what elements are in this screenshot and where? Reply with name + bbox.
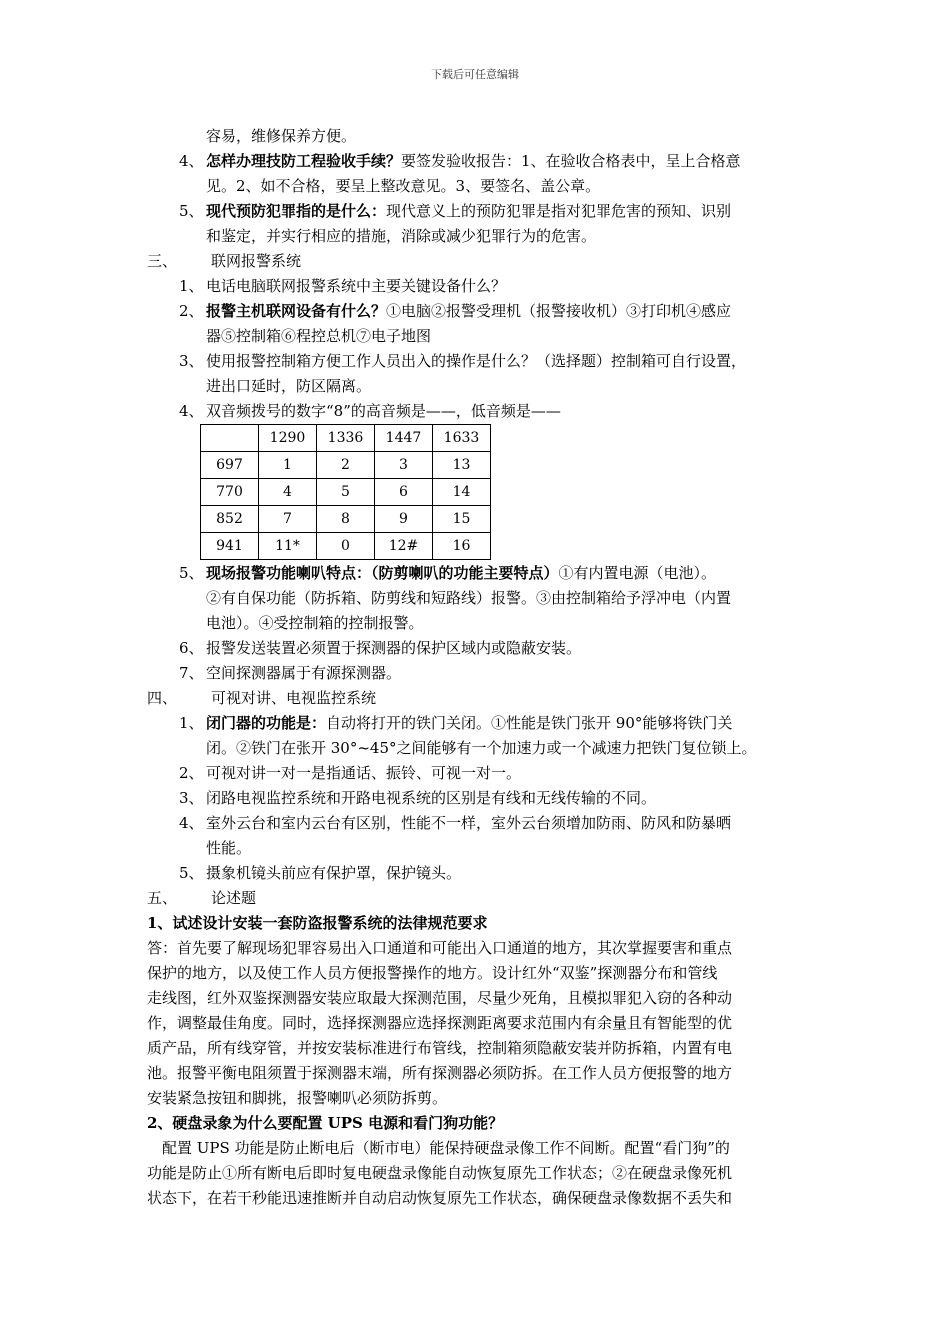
list-item	[147, 561, 815, 586]
table-cell: 6	[375, 479, 433, 506]
item-question: 现代预防犯罪指的是什么：	[206, 202, 387, 220]
table-row	[201, 479, 491, 506]
table-cell: 3	[375, 452, 433, 479]
item-question: 现场报警功能喇叭特点：（防剪喇叭的功能主要特点）	[206, 564, 559, 582]
table-row	[201, 533, 491, 560]
table-cell: 16	[433, 533, 491, 560]
question-title: 2、硬盘录象为什么要配置 UPS 电源和看门狗功能？	[147, 1114, 504, 1132]
text-line: 电池）。④受控制箱的控制报警。	[206, 614, 424, 632]
item-number: 1、	[179, 714, 204, 732]
item-number: 3、	[179, 789, 204, 807]
item-number: 2、	[179, 302, 204, 320]
text-line: 见。2、如不合格，要呈上整改意见。3、要签名、盖公章。	[206, 177, 601, 195]
item-number: 6、	[179, 639, 204, 657]
item-number: 5、	[179, 202, 204, 220]
table-cell: 12#	[375, 533, 433, 560]
dtmf-table	[200, 424, 491, 560]
item-text: 闭路电视监控系统和开路电视系统的区别是有线和无线传输的不同。	[206, 789, 657, 807]
item-text: 报警发送装置必须置于探测器的保护区域内或隐蔽安装。	[206, 639, 582, 657]
item-number: 1、	[179, 277, 204, 295]
item-question: 闭门器的功能是：	[206, 714, 327, 732]
text-line: 和鉴定，并实行相应的措施，消除或减少犯罪行为的危害。	[206, 227, 597, 245]
item-number: 5、	[179, 864, 204, 882]
table-cell: 1447	[375, 425, 433, 452]
item-question: 报警主机联网设备有什么？	[206, 302, 387, 320]
text-line: 配置 UPS 功能是防止断电后（断市电）能保持硬盘录像工作不间断。配置“看门狗”的	[162, 1139, 730, 1157]
item-answer: 现代意义上的预防犯罪是指对犯罪危害的预知、识别	[386, 202, 732, 220]
item-text: 使用报警控制箱方便工作人员出入的操作是什么？（选择题）控制箱可自行设置，	[206, 352, 747, 370]
text-line: ②有自保功能（防拆箱、防剪线和短路线）报警。③由控制箱给予浮冲电（内置	[206, 589, 732, 607]
item-number: 2、	[179, 764, 204, 782]
text-line: 容易，维修保养方便。	[206, 127, 357, 145]
table-cell: 1336	[317, 425, 375, 452]
table-cell: 14	[433, 479, 491, 506]
table-cell: 941	[201, 533, 259, 560]
item-number: 5、	[179, 564, 204, 582]
section-heading	[147, 249, 815, 274]
text-line: 保护的地方，以及使工作人员方便报警操作的地方。设计红外“双鉴”探测器分布和管线	[147, 964, 718, 982]
table-cell: 5	[317, 479, 375, 506]
list-item	[147, 786, 815, 811]
table-cell: 2	[317, 452, 375, 479]
question-title: 1、试述设计安装一套防盗报警系统的法律规范要求	[147, 914, 488, 932]
table-header-row	[201, 425, 491, 452]
table-cell: 15	[433, 506, 491, 533]
list-item	[147, 199, 815, 224]
table-cell: 8	[317, 506, 375, 533]
table-cell: 1	[259, 452, 317, 479]
item-question: 怎样办理技防工程验收手续？	[206, 152, 402, 170]
item-number: 4、	[179, 402, 204, 420]
section-title: 可视对讲、电视监控系统	[211, 689, 377, 707]
table-cell: 4	[259, 479, 317, 506]
item-text: 双音频拨号的数字“8”的高音频是——，低音频是——	[206, 402, 561, 420]
text-line: 进出口延时，防区隔离。	[206, 377, 372, 395]
item-number: 4、	[179, 814, 204, 832]
text-line: 走线图，红外双鉴探测器安装应取最大探测范围，尽量少死角，且模拟罪犯入窃的各种动	[147, 989, 733, 1007]
text-line: 性能。	[206, 839, 252, 857]
item-text: 摄象机镜头前应有保护罩，保护镜头。	[206, 864, 462, 882]
table-row	[201, 506, 491, 533]
list-item	[147, 711, 815, 736]
section-title: 论述题	[211, 889, 257, 907]
table-cell	[201, 425, 259, 452]
text-line: 作，调整最佳角度。同时，选择探测器应选择探测距离要求范围内有余量且有智能型的优	[147, 1014, 733, 1032]
table-cell: 0	[317, 533, 375, 560]
section-heading	[147, 686, 815, 711]
table-cell: 770	[201, 479, 259, 506]
table-cell: 852	[201, 506, 259, 533]
item-answer: 要签发验收报告：1、在验收合格表中，呈上合格意	[401, 152, 741, 170]
section-number: 四、	[147, 689, 178, 707]
list-item	[147, 636, 815, 661]
item-text: 空间探测器属于有源探测器。	[206, 664, 402, 682]
table-cell: 7	[259, 506, 317, 533]
table-cell: 11*	[259, 533, 317, 560]
list-item	[147, 761, 815, 786]
table-cell: 1633	[433, 425, 491, 452]
list-item	[147, 811, 815, 836]
item-text: 可视对讲一对一是指通话、振铃、可视一对一。	[206, 764, 522, 782]
list-item	[147, 661, 815, 686]
text-line: 安装紧急按钮和脚挑，报警喇叭必须防拆剪。	[147, 1089, 448, 1107]
item-answer: ①电脑②报警受理机（报警接收机）③打印机④感应	[386, 302, 732, 320]
table-cell: 9	[375, 506, 433, 533]
table-cell: 1290	[259, 425, 317, 452]
section-title: 联网报警系统	[211, 252, 302, 270]
table-cell: 697	[201, 452, 259, 479]
text-line: 功能是防止①所有断电后即时复电硬盘录像能自动恢复原先工作状态；②在硬盘录像死机	[147, 1164, 733, 1182]
document-body	[147, 124, 815, 1211]
item-text: 电话电脑联网报警系统中主要关键设备什么？	[206, 277, 507, 295]
text-line: 池。报警平衡电阻须置于探测器末端，所有探测器必须防拆。在工作人员方便报警的地方	[147, 1064, 733, 1082]
section-heading	[147, 886, 815, 911]
text-line: 闭。②铁门在张开 30°~45°之间能够有一个加速力或一个减速力把铁门复位锁上。	[206, 739, 757, 757]
text-line: 质产品，所有线穿管，并按安装标准进行布管线，控制箱须隐蔽安装并防拆箱，内置有电	[147, 1039, 733, 1057]
section-number: 五、	[147, 889, 178, 907]
text-line: 答：首先要了解现场犯罪容易出入口通道和可能出入口通道的地方，其次掌握要害和重点	[147, 939, 733, 957]
item-number: 3、	[179, 352, 204, 370]
text-line: 器⑤控制箱⑥程控总机⑦电子地图	[206, 327, 432, 345]
list-item	[147, 274, 815, 299]
table-cell: 13	[433, 452, 491, 479]
item-answer: ①有内置电源（电池）。	[558, 564, 717, 582]
page-header: 下载后可任意编辑	[431, 68, 519, 81]
table-row	[201, 452, 491, 479]
list-item	[147, 861, 815, 886]
section-number: 三、	[147, 252, 178, 270]
item-number: 4、	[179, 152, 204, 170]
item-text: 室外云台和室内云台有区别，性能不一样，室外云台须增加防雨、防风和防暴晒	[206, 814, 732, 832]
item-answer: 自动将打开的铁门关闭。①性能是铁门张开 90°能够将铁门关	[326, 714, 733, 732]
list-item	[147, 149, 815, 174]
list-item	[147, 299, 815, 324]
list-item	[147, 399, 815, 424]
item-number: 7、	[179, 664, 204, 682]
list-item	[147, 349, 815, 374]
text-line: 状态下，在若干秒能迅速推断并自动启动恢复原先工作状态，确保硬盘录像数据不丢失和	[147, 1189, 733, 1207]
